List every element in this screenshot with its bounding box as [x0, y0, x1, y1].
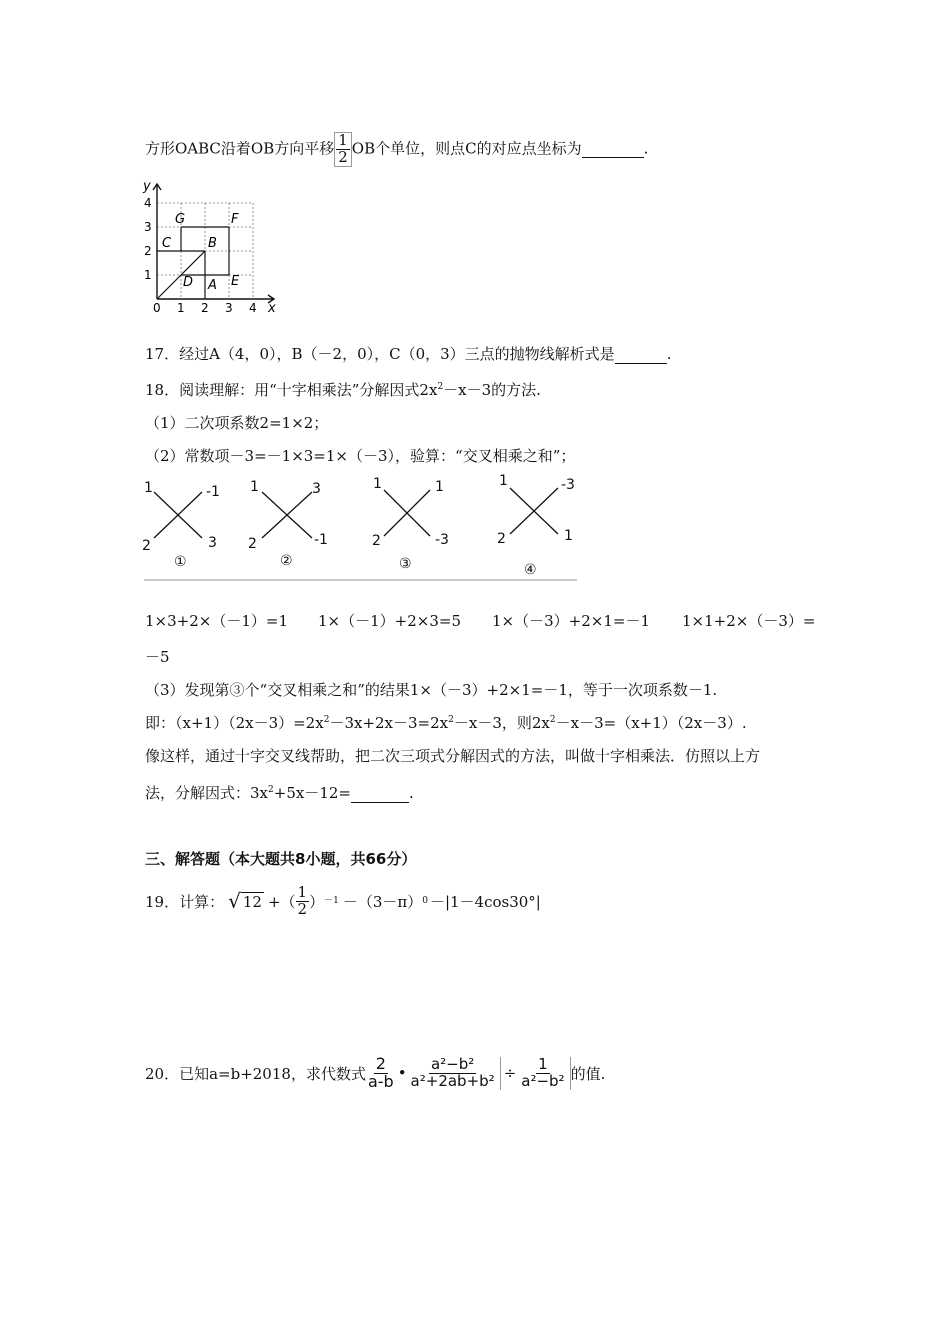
- q16-answer-blank: [582, 139, 644, 158]
- q16-text-before: 方形OABC沿着OB方向平移: [145, 139, 335, 158]
- x-tick: 2: [201, 301, 209, 314]
- q18-equation: 即：$(x+1)(2x-3)=2x^2-3x+2x-3=2x^2-x-3$，则$2x^2-x-3=(x+1)(2x-3)$.: [145, 714, 747, 732]
- q18-step-1: （1）二次项系数2=1×2；: [145, 414, 329, 432]
- cross-diagram-3: [372, 476, 449, 572]
- q18-step-3: （3）发现第③个“交叉相乘之和”的结果1×（－3）+2×1=－1，等于一次项系数－1.: [145, 681, 718, 699]
- svg-text:2: 2: [248, 536, 257, 552]
- q16-text-after: OB个单位，则点C的对应点坐标为: [351, 139, 582, 158]
- sqrt-icon: √: [228, 889, 241, 914]
- coordinate-grid-figure: [140, 176, 285, 314]
- q16-line: 方形OABC沿着OB方向平移 $\frac{1}{2}$ OB个单位，则点C的对应点坐标为 .: [145, 131, 649, 166]
- question-20: 20．已知a=b+2018，求代数式 $\frac{2}{a-b}$ • $\frac{\text{a²−b²}}{\text{a²+2ab+b²}}$ ÷ $\frac{1}{\text{a²−b²}}$ 的值.: [145, 1054, 606, 1091]
- q18-sum-4-cont: －5: [145, 648, 170, 666]
- y-axis-label: y: [143, 179, 151, 194]
- svg-text:2: 2: [142, 538, 151, 554]
- question-19: 19．计算： √ 12 +（ $\frac{1}{2}$ ） －1 －（3－π） 0 －|1－4cos30°|: [145, 883, 541, 918]
- q18-sum-2: 1×（－1）+2×3=5: [318, 612, 461, 630]
- svg-text:1: 1: [373, 476, 382, 492]
- x-axis-label: x: [268, 301, 276, 314]
- cross-diagram-1: [142, 480, 220, 570]
- q17-answer-blank: [615, 345, 667, 364]
- svg-text:-3: -3: [435, 532, 449, 548]
- point-label-d: D: [183, 275, 194, 290]
- q16-fraction: $\frac{1}{2}$: [334, 132, 352, 167]
- svg-text:②: ②: [280, 553, 293, 569]
- point-label-g: G: [175, 212, 186, 227]
- svg-text:③: ③: [399, 556, 412, 572]
- point-label-c: C: [162, 236, 172, 251]
- point-label-e: E: [231, 274, 240, 289]
- question-18-intro: 18．阅读理解：用“十字相乘法”分解因式$2x^2-x-3$的方法.: [145, 381, 541, 399]
- sqrt-expression: √ 12: [228, 889, 262, 914]
- svg-text:2: 2: [497, 531, 506, 547]
- svg-text:-1: -1: [206, 484, 220, 500]
- y-tick: 4: [144, 196, 152, 210]
- q18-step-2: （2）常数项－3=－1×3=1×（－3），验算：“交叉相乘之和”；: [145, 447, 576, 465]
- svg-text:1: 1: [564, 528, 573, 544]
- svg-text:3: 3: [208, 535, 217, 551]
- q20-fraction-1: $\frac{2}{a-b}$: [367, 1054, 394, 1091]
- svg-text:1: 1: [144, 480, 153, 496]
- q18-sum-3: 1×（－3）+2×1=－1: [492, 612, 650, 630]
- section-3-title: 三、解答题（本大题共8小题，共66分）: [145, 850, 417, 868]
- q19-fraction: $\frac{1}{2}$: [297, 883, 308, 918]
- point-label-f: F: [231, 212, 239, 227]
- cross-diagrams: [140, 470, 580, 582]
- svg-text:1: 1: [435, 479, 444, 495]
- q20-fraction-3: $\frac{1}{\text{a²−b²}}$: [519, 1057, 570, 1090]
- q18-sum-1: 1×3+2×（－1）=1: [145, 612, 288, 630]
- x-tick: 3: [225, 301, 233, 314]
- y-tick: 3: [144, 220, 152, 234]
- x-tick: 4: [249, 301, 257, 314]
- point-label-b: B: [208, 236, 217, 251]
- y-tick: 1: [144, 268, 152, 282]
- svg-text:2: 2: [372, 533, 381, 549]
- q20-fraction-2: $\frac{\text{a²−b²}}{\text{a²+2ab+b²}}$: [409, 1057, 501, 1090]
- q18-answer-blank: [351, 784, 409, 803]
- svg-text:④: ④: [524, 562, 537, 578]
- svg-text:-1: -1: [314, 532, 328, 548]
- q18-sum-4: 1×1+2×（－3）=: [682, 612, 816, 630]
- point-label-a: A: [208, 278, 217, 293]
- x-tick: 0: [153, 301, 161, 314]
- cross-diagram-2: [248, 479, 328, 569]
- svg-text:-3: -3: [561, 477, 575, 493]
- y-tick: 2: [144, 244, 152, 258]
- q18-paragraph-2: 法，分解因式：$3x^2+5x-12=$ .: [145, 784, 414, 802]
- question-17: 17．经过A（4，0），B（－2，0），C（0，3）三点的抛物线解析式是 .: [145, 345, 672, 363]
- svg-text:1: 1: [250, 479, 259, 495]
- cross-diagram-4: [497, 473, 575, 578]
- svg-text:3: 3: [312, 481, 321, 497]
- x-tick: 1: [177, 301, 185, 314]
- svg-text:①: ①: [174, 554, 187, 570]
- q18-paragraph-1: 像这样，通过十字交叉线帮助，把二次三项式分解因式的方法，叫做十字相乘法．仿照以上方: [145, 747, 761, 765]
- svg-text:1: 1: [499, 473, 508, 489]
